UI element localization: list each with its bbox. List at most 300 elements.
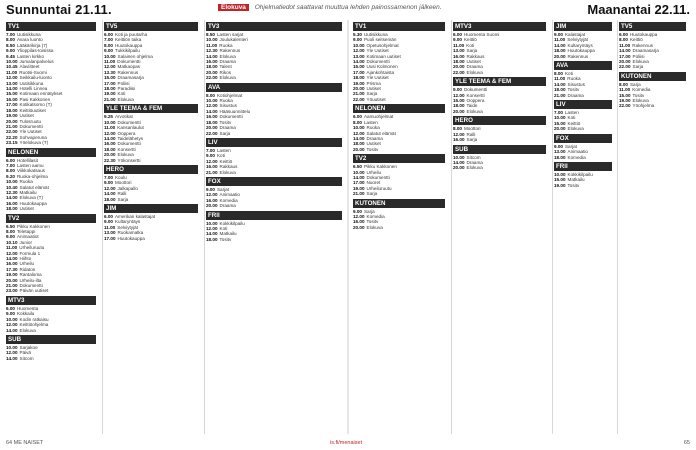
channel-block: [619, 22, 686, 70]
programme-time: 10.00: [353, 125, 365, 131]
programme-time: 15.00: [619, 92, 631, 98]
programme-title: Yle Uutiset: [366, 48, 389, 54]
programme-title: Yle Uutiset: [19, 129, 42, 135]
programme-time: 15.00: [554, 177, 566, 183]
programme-time: 9.00: [206, 186, 215, 192]
programme-title: Matkailu: [567, 177, 585, 183]
programme-time: 10.00: [554, 115, 566, 121]
channel-block: [206, 211, 342, 243]
programme-title: Uutisikkuna: [16, 32, 41, 37]
channel-block: [453, 22, 546, 75]
programme-title: Dokumentti: [366, 59, 390, 65]
programme-time: 12.00: [104, 64, 116, 70]
programme-time: 13.00: [353, 53, 365, 59]
programme-title: Puoli seitsemän: [363, 37, 397, 43]
channel-name: NELONEN: [6, 148, 96, 157]
programme-time: 20.00: [453, 165, 465, 171]
channel-name: KUTONEN: [353, 199, 445, 208]
programme-time: 8.00: [206, 92, 215, 98]
programme-title: Ruoka: [567, 76, 581, 82]
channel-block: [353, 22, 445, 102]
programme-title: Sarja: [466, 137, 478, 143]
programme-title: Matkaopas: [117, 64, 140, 70]
programme-time: 14.00: [206, 231, 218, 237]
programme-item: [206, 75, 342, 80]
programme-item: [104, 236, 198, 241]
programme-time: 11.00: [6, 245, 18, 251]
channel-name: NELONEN: [353, 104, 445, 113]
programme-time: 12.00: [206, 192, 218, 198]
programme-time: 21.00: [6, 123, 18, 129]
programme-title: Draama: [219, 59, 236, 65]
programme-time: 17.00: [353, 180, 365, 186]
programme-title: Sohvaperuna: [19, 134, 47, 140]
listing-column: [206, 20, 342, 434]
programme-title: Elokuva: [117, 152, 134, 158]
channel-name: FOX: [554, 134, 612, 143]
programme-item: [6, 206, 96, 211]
programme-time: 14.00: [353, 135, 365, 141]
programme-time: 7.00: [206, 147, 215, 153]
programme-time: 15.00: [554, 120, 566, 126]
channel-name: FRII: [206, 211, 342, 220]
programme-title: Urheilu-ilta: [19, 277, 42, 283]
channel-name: FRII: [554, 162, 612, 171]
programme-time: 10.00: [353, 42, 365, 48]
programme-time: 14.00: [6, 86, 18, 92]
programme-title: Elokuva: [219, 75, 236, 81]
programme-title: Poliisi: [632, 53, 645, 59]
programme-time: 8.00: [619, 81, 628, 87]
programme-item: [554, 93, 612, 98]
programme-item: [453, 109, 546, 114]
programme-time: 8.50: [6, 42, 15, 48]
programme-time: 10.00: [206, 37, 218, 43]
programme-time: 19.00: [554, 182, 566, 188]
column-divider: [617, 20, 618, 434]
programme-title: Dokumentti: [117, 59, 141, 65]
programme-time: 9.00: [6, 48, 15, 54]
programme-title: Taide: [466, 103, 478, 109]
programme-time: 14.00: [6, 195, 18, 201]
programme-time: 19.00: [6, 272, 18, 278]
programme-time: 6.50: [353, 164, 362, 170]
programme-time: 18.00: [206, 119, 218, 125]
programme-title: Ajankohtaista: [366, 69, 395, 75]
programme-time: 9.00: [206, 153, 215, 159]
programme-time: 21.00: [554, 92, 566, 98]
channel-block: [6, 335, 96, 361]
programme-time: 16.00: [206, 114, 218, 120]
programme-title: Dokumentti: [219, 114, 243, 120]
programme-title: Draamasarja: [117, 75, 144, 81]
channel-block: [6, 296, 96, 333]
programme-title: Tositv: [219, 236, 232, 242]
programme-time: 12.30: [6, 189, 18, 195]
programme-title: Rakennus: [567, 53, 589, 59]
programme-title: Konsertti: [466, 92, 485, 98]
programme-time: 18.00: [554, 154, 566, 160]
programme-title: Elokuva: [466, 69, 483, 75]
programme-time: 9.00: [104, 180, 113, 186]
programme-title: Nuoret: [366, 180, 381, 186]
programme-title: Tulosruutu: [19, 118, 42, 124]
programme-title: Urheilu: [366, 169, 382, 175]
programme-title: Komedia: [567, 154, 586, 160]
channel-block: [104, 165, 198, 202]
programme-title: Salatut elämät: [366, 130, 396, 136]
programme-time: 17.00: [6, 102, 18, 108]
programme-time: 10.00: [6, 316, 18, 322]
programme-title: Rakennus: [632, 42, 653, 48]
programme-time: 10.00: [6, 59, 18, 65]
programme-time: 20.00: [353, 86, 365, 92]
programme-title: Alaviitteet: [19, 64, 40, 70]
listing-column: [353, 20, 445, 434]
programme-time: 18.00: [453, 103, 465, 109]
programme-time: 14.00: [353, 59, 365, 65]
programme-title: Pasi Kakkonen: [19, 96, 51, 102]
programme-time: 12.00: [206, 158, 218, 164]
programme-title: Ralli: [466, 131, 476, 137]
programme-item: [353, 97, 445, 102]
programme-time: 19.00: [6, 113, 18, 119]
programme-time: 10.00: [206, 220, 218, 226]
programme-title: Salainen ohjelma: [117, 53, 153, 59]
programme-time: 18.00: [104, 86, 116, 92]
programme-title: Ooppera: [117, 130, 136, 136]
programme-time: 10.45: [6, 64, 18, 70]
programme-time: 21.00: [353, 91, 365, 97]
programme-time: 11.00: [554, 76, 566, 82]
channel-name: HERO: [453, 116, 546, 125]
programme-time: 21.00: [206, 169, 218, 175]
programme-item: [104, 197, 198, 202]
programme-title: Joulukalenteri: [219, 37, 248, 43]
programme-title: Ruoka: [366, 125, 380, 131]
channel-block: [453, 116, 546, 142]
programme-title: Komedia: [632, 87, 651, 93]
programme-time: 10.00: [104, 53, 116, 59]
programme-title: Uutisikkuna: [363, 32, 388, 37]
page-header: [0, 0, 696, 18]
programme-title: Rantaloma: [19, 272, 42, 278]
programme-item: [619, 64, 686, 69]
programme-title: Lasten: [216, 147, 231, 153]
programme-title: Matkailu: [19, 189, 37, 195]
programme-time: 9.00: [554, 32, 563, 37]
programme-time: 20.00: [104, 152, 116, 158]
programme-title: Dokumentti: [366, 174, 390, 180]
programme-title: Ralli: [117, 191, 127, 197]
programme-title: Selviytyjät: [117, 224, 138, 230]
programme-title: Lasten kirkko: [16, 53, 45, 59]
programme-title: Elokuva: [632, 59, 649, 65]
programme-time: 12.00: [453, 92, 465, 98]
programme-title: Seikkailu-luonto: [19, 75, 52, 81]
programme-title: Uutiset: [366, 86, 381, 92]
programme-time: 5.30: [353, 32, 362, 37]
programme-time: 9.00: [554, 143, 563, 149]
programme-time: 22.00: [6, 129, 18, 135]
programme-time: 9.00: [453, 37, 462, 43]
channel-name: MTV3: [453, 22, 546, 31]
channel-block: [554, 61, 612, 98]
programme-item: [554, 155, 612, 160]
programme-title: Sitcom: [19, 355, 34, 361]
programme-time: 11.00: [554, 37, 566, 43]
programme-item: [554, 126, 612, 131]
listing-column: [6, 20, 96, 434]
programme-title: Elokuva: [632, 98, 649, 104]
programme-time: 8.00: [6, 37, 15, 43]
programme-title: Koti: [567, 115, 576, 121]
programme-time: 19.00: [353, 80, 365, 86]
programme-time: 14.00: [453, 159, 465, 165]
programme-item: [6, 140, 96, 145]
programme-time: 16.00: [206, 164, 218, 170]
channel-block: [453, 145, 546, 171]
column-divider: [451, 20, 452, 434]
programme-time: 9.00: [6, 234, 15, 240]
programme-time: 14.00: [206, 108, 218, 114]
programme-title: Selviytyjät: [567, 37, 588, 43]
programme-item: [104, 158, 198, 163]
channel-name: AVA: [206, 83, 342, 92]
channel-block: [554, 100, 612, 132]
programme-time: 11.00: [6, 69, 18, 75]
programme-title: Dokumentti: [19, 283, 43, 289]
programme-title: Sarja: [117, 196, 129, 202]
programme-title: Ruoka: [219, 42, 233, 48]
programme-time: 20.00: [554, 126, 566, 132]
programme-title: Kodin ratkaisu: [19, 316, 49, 322]
programme-item: [453, 137, 546, 142]
programme-title: Uutiset: [466, 59, 481, 65]
programme-title: Koti: [466, 42, 475, 48]
day-heading-sunday: Sunnuntai 21.11.: [6, 2, 112, 17]
channel-name: HERO: [104, 165, 198, 174]
page-gutter: [347, 20, 349, 434]
channel-block: [206, 177, 342, 209]
programme-title: Elokuva: [366, 224, 383, 230]
legend: [218, 4, 442, 11]
programme-title: Sarja: [632, 64, 644, 70]
programme-title: Draama: [567, 92, 584, 98]
programme-time: 18.00: [554, 48, 566, 54]
page-number-left: 64 ME NAISET: [6, 440, 44, 446]
channel-name: FOX: [206, 177, 342, 186]
programme-title: Keittiö: [567, 120, 581, 126]
programme-time: 18.00: [353, 75, 365, 81]
programme-time: 13.00: [104, 230, 116, 236]
programme-title: Lasten: [363, 119, 378, 125]
legend-tagline: Ohjelmatiedot saattavat muuttua lehden painossamenon jälkeen.: [254, 4, 442, 11]
programme-time: 17.30: [6, 266, 18, 272]
programme-time: 12.30: [206, 48, 218, 54]
programme-title: Kotiohjelmat: [216, 92, 243, 98]
programme-title: Tukkikilpailu: [114, 48, 140, 54]
programme-time: 15.00: [104, 75, 116, 81]
programme-time: 9.20: [6, 173, 15, 179]
programme-title: Lääkärikirja (7): [16, 42, 48, 48]
column-divider: [204, 20, 205, 434]
programme-time: 20.00: [554, 53, 566, 59]
programme-title: Dokumentti: [463, 87, 488, 93]
programme-time: 12.00: [206, 225, 218, 231]
programme-item: [353, 225, 445, 230]
programme-time: 22.20: [6, 134, 18, 140]
listing-column: [554, 20, 612, 434]
programme-time: 14.00: [619, 48, 631, 54]
programme-item: [554, 54, 612, 59]
listing-column: [104, 20, 198, 434]
programme-title: Uusi Kolmonen: [366, 64, 398, 70]
programme-title: Ruotsi-Suomi: [19, 69, 47, 75]
programme-title: Sarja: [629, 81, 641, 87]
channel-block: [104, 104, 198, 163]
site-link: is.fi/menaiset: [330, 440, 363, 446]
programme-title: Draamasarja: [632, 48, 659, 54]
programme-time: 22.00: [619, 64, 631, 70]
programme-title: Tositv: [567, 182, 580, 188]
programme-time: 7.00: [554, 110, 563, 116]
programme-title: Ruoka-ohjelma: [16, 173, 48, 179]
programme-title: Jalkapallo: [117, 185, 138, 191]
programme-title: Formula 1: [19, 250, 41, 256]
channel-name: TV1: [353, 22, 445, 31]
programme-time: 17.00: [104, 235, 116, 241]
programme-time: 16.00: [453, 53, 465, 59]
programme-title: Lasten: [564, 110, 579, 116]
programme-time: 7.00: [104, 37, 113, 43]
programme-time: 11.00: [453, 42, 465, 48]
programme-title: Lasten aamu: [16, 162, 44, 168]
programme-time: 23.00: [6, 288, 18, 294]
programme-title: Komedia: [366, 213, 385, 219]
programme-title: Keittiö: [219, 158, 233, 164]
programme-title: Elokuva: [219, 53, 236, 59]
programme-item: [206, 170, 342, 175]
programme-title: Urheilu: [19, 261, 35, 267]
programme-title: Avara luonto: [16, 37, 43, 43]
programme-time: 18.00: [104, 196, 116, 202]
programme-title: Uutiset: [19, 206, 34, 212]
programme-time: 20.00: [353, 146, 365, 152]
programme-time: 7.00: [104, 174, 113, 180]
programme-title: Dokumentti: [19, 123, 43, 129]
programme-title: Elokuva: [466, 108, 483, 114]
programme-time: 10.00: [554, 171, 566, 177]
programme-time: 8.00: [619, 37, 628, 43]
programme-item: [353, 147, 445, 152]
programme-time: 22.30: [104, 157, 116, 163]
programme-time: 6.00: [453, 32, 462, 37]
programme-title: Kultaryntäys: [114, 219, 141, 225]
programme-time: 18.00: [104, 146, 116, 152]
programme-time: 16.00: [206, 59, 218, 65]
programme-title: Pikku Kakkonen: [363, 164, 397, 170]
programme-title: Tositv: [366, 219, 379, 225]
programme-title: Huutokauppa: [629, 32, 658, 37]
programme-title: Koti: [117, 91, 126, 97]
programme-time: 6.00: [353, 114, 362, 120]
programme-title: Tositv: [567, 87, 580, 93]
channel-name: AVA: [554, 61, 612, 70]
programme-time: 20.00: [6, 277, 18, 283]
channel-block: [619, 72, 686, 109]
day-heading-monday: Maanantai 22.11.: [587, 2, 690, 17]
programme-title: Hotellilasit: [16, 157, 38, 163]
programme-time: 15.00: [353, 64, 365, 70]
programme-time: 8.00: [104, 42, 113, 48]
programme-time: 16.00: [6, 96, 18, 102]
programme-title: Keittiöuutiset: [19, 107, 46, 113]
programme-time: 16.00: [353, 219, 365, 225]
programme-title: Draama: [219, 203, 236, 209]
programme-time: 12.00: [6, 250, 18, 256]
programme-title: Kultaryntäys: [567, 42, 593, 48]
programme-title: Elokuva: [567, 126, 584, 132]
programme-title: Kansanlaulut: [117, 125, 144, 131]
channel-name: JIM: [104, 204, 198, 213]
channel-name: MTV3: [6, 296, 96, 305]
listing-column: [453, 20, 546, 434]
programme-title: Koti: [564, 71, 573, 77]
programme-time: 10.00: [6, 179, 18, 185]
programme-title: Prisma: [366, 80, 381, 86]
programme-time: 16.00: [453, 137, 465, 143]
programme-title: Yöelokuva (T): [19, 140, 49, 146]
programme-title: Yöohjelma: [632, 103, 655, 109]
programme-time: 22.00: [206, 130, 218, 136]
programme-title: Koti: [216, 153, 225, 159]
channel-name: TV2: [353, 154, 445, 163]
programme-time: 12.00: [353, 48, 365, 54]
programme-time: 20.00: [206, 69, 218, 75]
programme-title: Pikku Kakkonen: [16, 223, 50, 229]
programme-title: Keittiö: [629, 37, 643, 43]
programme-time: 6.00: [104, 213, 113, 219]
programme-title: Animaatio: [567, 149, 588, 155]
programme-title: Yle Uutiset: [366, 75, 389, 81]
programme-time: 9.00: [353, 37, 362, 43]
programme-title: Keittiöohjelma: [19, 322, 49, 328]
programme-title: Elokuva: [466, 165, 483, 171]
programme-title: Ruokamatka: [117, 230, 144, 236]
programme-time: 7.00: [6, 162, 15, 168]
programme-time: 16.00: [206, 197, 218, 203]
programme-time: 12.00: [6, 322, 18, 328]
channel-name: LIV: [206, 138, 342, 147]
channel-block: [206, 138, 342, 175]
programme-time: 14.00: [554, 81, 566, 87]
programme-time: 14.00: [6, 327, 18, 333]
page-footer: [0, 436, 696, 450]
programme-title: Sisustus: [567, 81, 585, 87]
programme-title: Aamuohjelmat: [363, 114, 394, 120]
programme-time: 20.00: [619, 59, 631, 65]
programme-time: 13.00: [554, 149, 566, 155]
programme-time: 21.00: [6, 283, 18, 289]
channel-block: [554, 162, 612, 188]
programme-title: Elokuva: [117, 96, 134, 102]
programme-title: Sarja: [219, 130, 231, 136]
programme-time: 8.00: [6, 229, 15, 234]
programme-title: Elokuva (T): [19, 195, 43, 201]
programme-title: Teletappi: [16, 229, 36, 234]
channel-name: YLE TEEMA & FEM: [453, 77, 546, 86]
